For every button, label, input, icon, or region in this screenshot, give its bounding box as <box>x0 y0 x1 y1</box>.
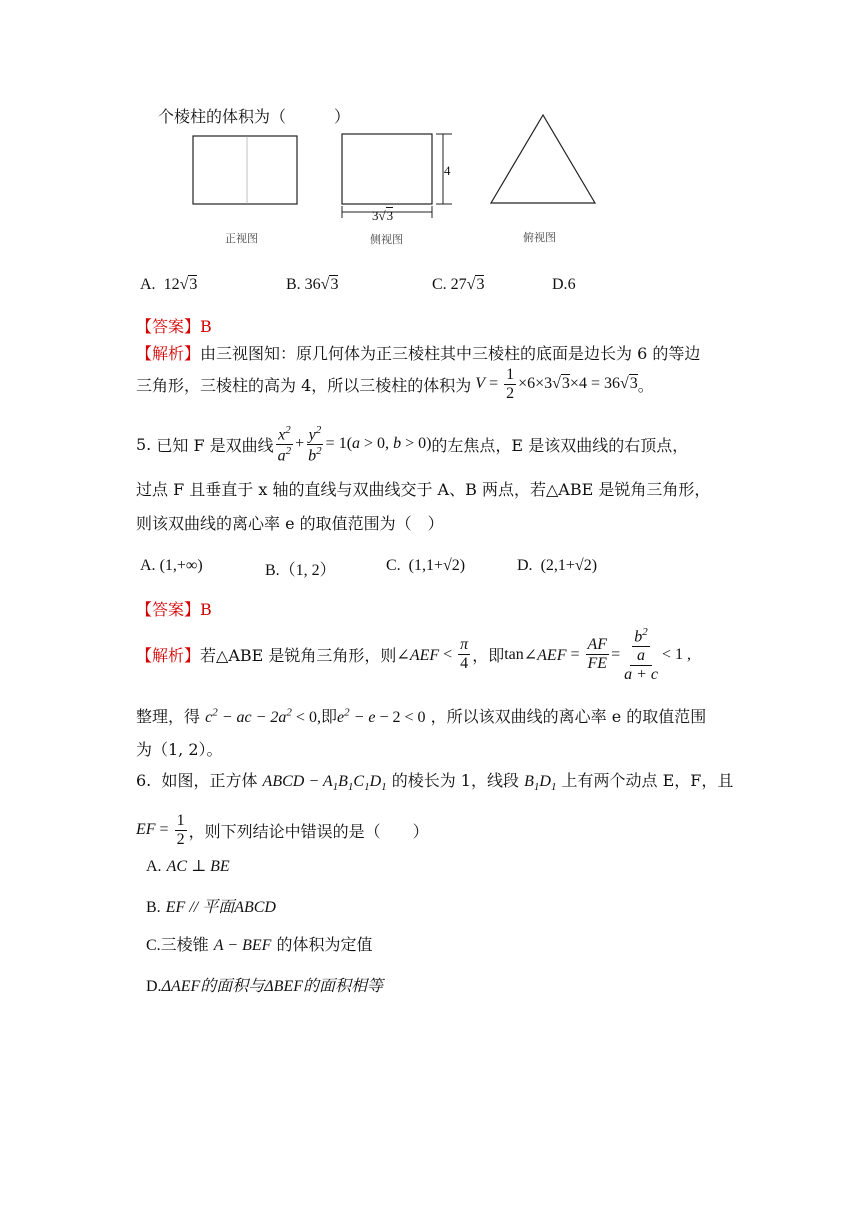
q4-option-b: B. 36√3 <box>286 276 339 293</box>
q6-option-b: B. EF // 平面ABCD <box>146 899 276 916</box>
q6-option-a: A. AC ⊥ BE <box>146 858 230 875</box>
side-view-label: 侧视图 <box>370 233 403 246</box>
answer-letter: B <box>200 600 212 619</box>
answer-tag: 【答案】 <box>136 600 201 619</box>
q5-option-a: A. (1,+∞) <box>140 557 203 574</box>
q4-option-c: C. 27√3 <box>432 276 485 293</box>
q5-line3: 则该双曲线的离心率 e 的取值范围为（ ） <box>136 514 444 533</box>
top-view-triangle <box>491 115 595 203</box>
answer-letter: B <box>200 317 212 336</box>
q6-line1: 6. 如图，正方体 ABCD − $A_1B_1C_1D_1$ 的棱长为 1，线段 $B_1D_1$ 上有两个动点 E，F，且 <box>136 771 734 794</box>
q6-option-d: D.ΔAEF的面积与ΔBEF的面积相等 <box>146 978 383 995</box>
q4-analysis-line2: 三角形，三棱柱的高为 4，所以三棱柱的体积为 V = $\frac{1}{2}$ ×6×3√3×4 = 36√3 。 <box>136 366 654 402</box>
top-view-label: 俯视图 <box>523 231 556 244</box>
q4-answer <box>136 314 212 337</box>
height-dim-label: 4 <box>444 163 451 178</box>
q4-analysis-line1: 【解析】由三视图知：原几何体为正三棱柱其中三棱柱的底面是边长为 6 的等边 <box>136 344 701 363</box>
q4-option-d: D.6 <box>552 276 576 293</box>
q5-option-b: B.（1, 2） <box>265 562 336 579</box>
front-view-rect <box>193 136 297 204</box>
q5-option-d: D. (2,1+√2) <box>517 557 598 574</box>
q5-analysis-line2: 整理，得 $c^2$ − ac − $2a^2 < 0$,即$e^2 - e - 2 < 0$ ，所以该双曲线的离心率 e 的取值范围 <box>136 706 707 726</box>
width-dim-label: 3√3 <box>372 208 394 223</box>
q5-answer <box>136 597 212 620</box>
answer-tag: 【答案】 <box>136 317 201 336</box>
q5-analysis-line3: 为（1, 2）。 <box>136 740 223 759</box>
q6-line2: EF = $\frac{1}{2}$ ，则下列结论中错误的是（ ） <box>136 812 429 848</box>
front-view-label: 正视图 <box>225 232 258 245</box>
q5-analysis-line1: 【解析】 若△ABE 是锐角三角形，则 ∠AEF < $\frac{\pi}{4}$ ，即 tan ∠AEF = $\frac{AF}{FE}$ = $\frac{\frac{b^2}{a}}{a + c}$ < 1 , <box>136 626 692 683</box>
q4-option-a: A. 12√3 <box>140 276 198 293</box>
q5-option-c: C. (1,1+√2) <box>386 557 466 574</box>
q5-line2: 过点 F 且垂直于 x 轴的直线与双曲线交于 A、B 两点，若△ABE 是锐角三角形， <box>136 480 711 499</box>
q6-option-c: C.三棱锥 A − BEF 的体积为定值 <box>146 935 373 954</box>
side-view-rect <box>342 134 432 204</box>
q5-line1: 5. 已知 F 是双曲线 $\frac{x^2}{a^2}$ + $\frac{y^2}{b^2}$ = 1(a > 0, b > 0) 的左焦点，E 是该双曲线的右顶点， <box>136 424 689 465</box>
q4-stem-tail: 个棱柱的体积为（ ） <box>158 107 351 126</box>
